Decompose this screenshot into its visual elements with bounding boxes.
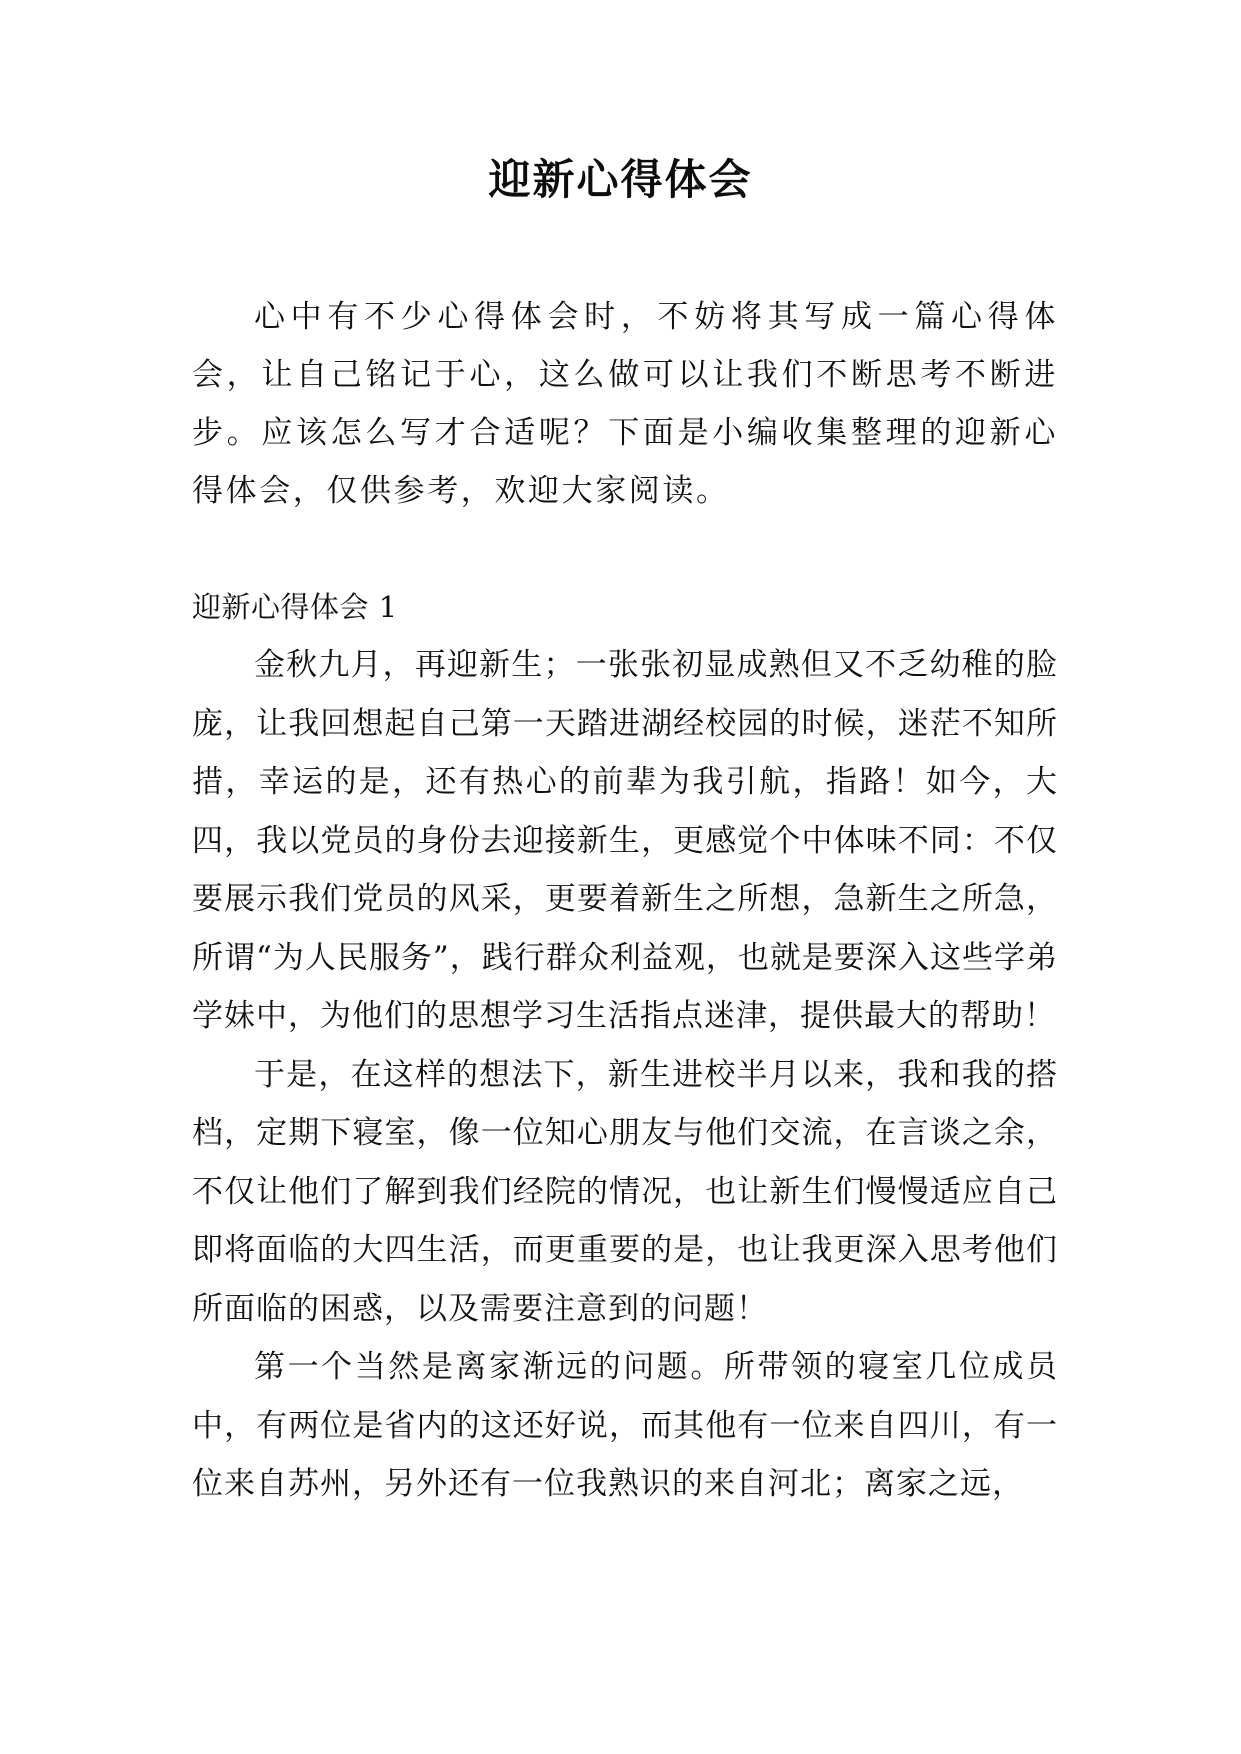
body-paragraph-1: 金秋九月，再迎新生；一张张初显成熟但又不乏幼稚的脸庞，让我回想起自己第一天踏进湖经校园的时候，迷茫不知所措，幸运的是，还有热心的前辈为我引航，指路！如今，大四，我以党员的身份去迎接新生，更感觉个中体味不同：不仅要展示我们党员的风采，更要着新生之所想，急新生之所急，所谓“为人民服务”，践行群众利益观，也就是要深入这些学弟学妹中，为他们的思想学习生活指点迷津，提供最大的帮助！: [192, 647, 1058, 1034]
section-heading: 迎新心得体会 1: [192, 590, 398, 624]
intro-paragraph: 心中有不少心得体会时，不妨将其写成一篇心得体会，让自己铭记于心，这么做可以让我们不断思考不断进步。应该怎么写才合适呢？下面是小编收集整理的迎新心得体会，仅供参考，欢迎大家阅读。: [192, 299, 1058, 509]
body-paragraph-3: 第一个当然是离家渐远的问题。所带领的寝室几位成员中，有两位是省内的这还好说，而其他有一位来自四川，有一位来自苏州，另外还有一位我熟识的来自河北；离家之远，: [192, 1349, 1058, 1502]
document-title: 迎新心得体会: [488, 155, 753, 204]
intro-block: [192, 288, 1058, 520]
section-1: [192, 585, 1058, 1514]
body-paragraph-2: 于是，在这样的想法下，新生进校半月以来，我和我的搭档，定期下寝室，像一位知心朋友与他们交流，在言谈之余，不仅让他们了解到我们经院的情况，也让新生们慢慢适应自己即将面临的大四生活，而更重要的是，也让我更深入思考他们所面临的困惑，以及需要注意到的问题！: [192, 1056, 1058, 1327]
